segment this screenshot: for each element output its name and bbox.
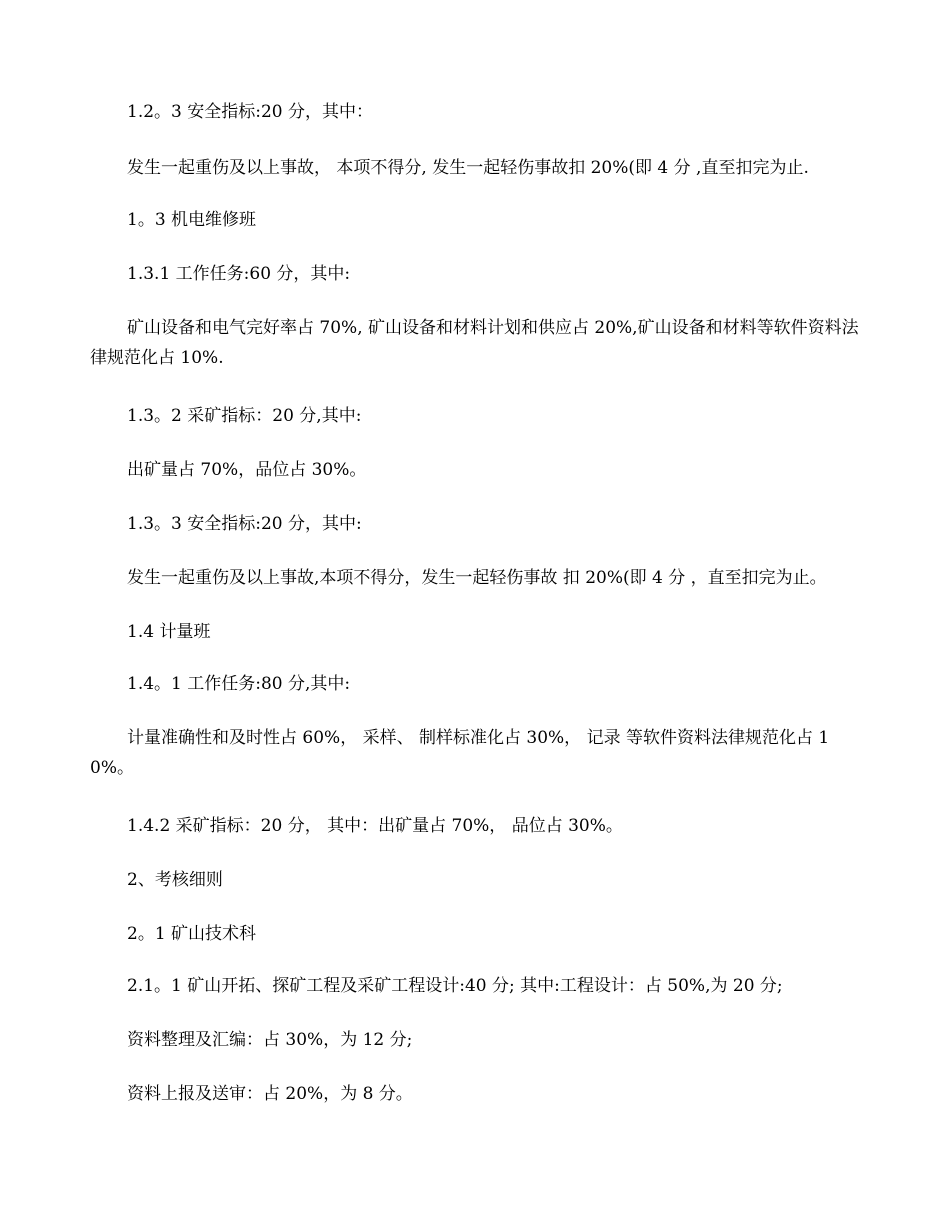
- paragraph-data-compilation: 资料整理及汇编：占 30%，为 12 分;: [127, 1030, 413, 1050]
- paragraph-1-3-3-safety-index: 1.3。3 安全指标:20 分，其中:: [127, 514, 362, 534]
- paragraph-1-4-1-metering-rates: 计量准确性和及时性占 60%， 采样、 制样标准化占 30%， 记录 等软件资料法律规范化占 10%。: [90, 728, 830, 778]
- paragraph-1-3-2-output-grade: 出矿量占 70%，品位占 30%。: [127, 460, 367, 480]
- paragraph-1-4-2-mining-index: 1.4.2 采矿指标：20 分， 其中：出矿量占 70%， 品位占 30%。: [127, 816, 623, 836]
- heading-2-1-mine-technology-dept: 2。1 矿山技术科: [127, 924, 257, 944]
- paragraph-1-3-1-work-task: 1.3.1 工作任务:60 分，其中:: [127, 264, 351, 284]
- heading-1-4-metering-team: 1.4 计量班: [127, 622, 211, 642]
- paragraph-1-2-3-accident-rule: 发生一起重伤及以上事故， 本项不得分, 发生一起轻伤事故扣 20%(即 4 分 ,直至扣完为止.: [127, 158, 809, 178]
- paragraph-1-4-1-work-task: 1.4。1 工作任务:80 分,其中:: [127, 674, 351, 694]
- paragraph-1-2-3-safety-index: 1.2。3 安全指标:20 分，其中：: [127, 102, 374, 122]
- paragraph-1-3-1-equipment-rates: 矿山设备和电气完好率占 70%, 矿山设备和材料计划和供应占 20%,矿山设备和材料等软件资料法律规范化占 10%.: [90, 318, 859, 368]
- heading-2-assessment-rules: 2、考核细则: [127, 870, 223, 890]
- paragraph-1-3-3-accident-rule: 发生一起重伤及以上事故,本项不得分，发生一起轻伤事故 扣 20%(即 4 分 ，直至扣完为止。: [127, 568, 827, 588]
- paragraph-2-1-1-engineering-design: 2.1。1 矿山开拓、探矿工程及采矿工程设计:40 分; 其中:工程设计：占 50%,为 20 分;: [127, 976, 783, 996]
- heading-1-3-maintenance-team: 1。3 机电维修班: [127, 210, 257, 230]
- paragraph-data-submission: 资料上报及送审：占 20%，为 8 分。: [127, 1084, 413, 1104]
- paragraph-1-3-2-mining-index: 1.3。2 采矿指标：20 分,其中:: [127, 406, 362, 426]
